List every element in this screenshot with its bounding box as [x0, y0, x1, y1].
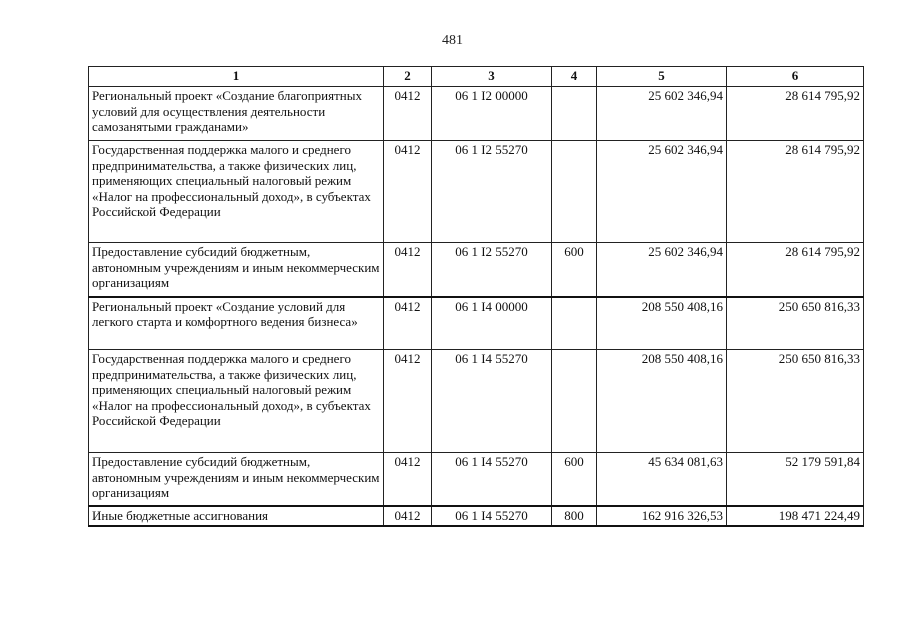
row-code: 0412 [384, 297, 432, 350]
row-sum-5: 25 602 346,94 [597, 87, 727, 141]
row-name: Иные бюджетные ассигнования [89, 506, 384, 526]
row-code: 0412 [384, 141, 432, 243]
table-row [89, 87, 864, 141]
table-row [89, 506, 864, 526]
row-name: Региональный проект «Создание условий для легкого старта и комфортного ведения бизнеса» [89, 297, 384, 350]
row-sum-6: 28 614 795,92 [727, 87, 864, 141]
budget-table [88, 66, 864, 527]
row-target-item: 06 1 I2 00000 [432, 87, 552, 141]
row-sum-6: 52 179 591,84 [727, 453, 864, 506]
row-expense-type [552, 350, 597, 453]
table-row [89, 453, 864, 506]
row-target-item: 06 1 I4 00000 [432, 297, 552, 350]
column-header: 4 [552, 67, 597, 87]
row-target-item: 06 1 I4 55270 [432, 506, 552, 526]
column-header: 6 [727, 67, 864, 87]
table-row [89, 141, 864, 243]
table-row [89, 297, 864, 350]
row-name: Государственная поддержка малого и среднего предпринимательства, а также физических лиц, применяющих специальный налоговый режим «Налог на профессиональный доход», в субъектах Российской Федерации [89, 350, 384, 453]
column-header: 3 [432, 67, 552, 87]
column-header: 5 [597, 67, 727, 87]
row-expense-type: 800 [552, 506, 597, 526]
row-sum-6: 28 614 795,92 [727, 243, 864, 297]
column-header: 1 [89, 67, 384, 87]
row-sum-6: 28 614 795,92 [727, 141, 864, 243]
row-sum-6: 250 650 816,33 [727, 297, 864, 350]
page-number: 481 [442, 33, 463, 48]
row-expense-type: 600 [552, 453, 597, 506]
row-target-item: 06 1 I2 55270 [432, 141, 552, 243]
row-name: Предоставление субсидий бюджетным, автономным учреждениям и иным некоммерческим организациям [89, 243, 384, 297]
row-target-item: 06 1 I4 55270 [432, 350, 552, 453]
row-sum-5: 208 550 408,16 [597, 297, 727, 350]
row-sum-6: 198 471 224,49 [727, 506, 864, 526]
row-sum-5: 45 634 081,63 [597, 453, 727, 506]
row-code: 0412 [384, 243, 432, 297]
row-name: Региональный проект «Создание благоприятных условий для осуществления деятельности самозанятыми гражданами» [89, 87, 384, 141]
row-code: 0412 [384, 453, 432, 506]
row-sum-5: 162 916 326,53 [597, 506, 727, 526]
row-target-item: 06 1 I2 55270 [432, 243, 552, 297]
row-expense-type: 600 [552, 243, 597, 297]
row-sum-6: 250 650 816,33 [727, 350, 864, 453]
row-sum-5: 208 550 408,16 [597, 350, 727, 453]
table-row [89, 350, 864, 453]
table-header-row [89, 67, 864, 87]
table-row [89, 243, 864, 297]
row-code: 0412 [384, 350, 432, 453]
row-name: Государственная поддержка малого и среднего предпринимательства, а также физических лиц, применяющих специальный налоговый режим «Налог на профессиональный доход», в субъектах Российской Федерации [89, 141, 384, 243]
row-expense-type [552, 141, 597, 243]
row-code: 0412 [384, 87, 432, 141]
column-header: 2 [384, 67, 432, 87]
row-sum-5: 25 602 346,94 [597, 243, 727, 297]
row-code: 0412 [384, 506, 432, 526]
row-expense-type [552, 87, 597, 141]
row-sum-5: 25 602 346,94 [597, 141, 727, 243]
row-name: Предоставление субсидий бюджетным, автономным учреждениям и иным некоммерческим организациям [89, 453, 384, 506]
row-target-item: 06 1 I4 55270 [432, 453, 552, 506]
row-expense-type [552, 297, 597, 350]
